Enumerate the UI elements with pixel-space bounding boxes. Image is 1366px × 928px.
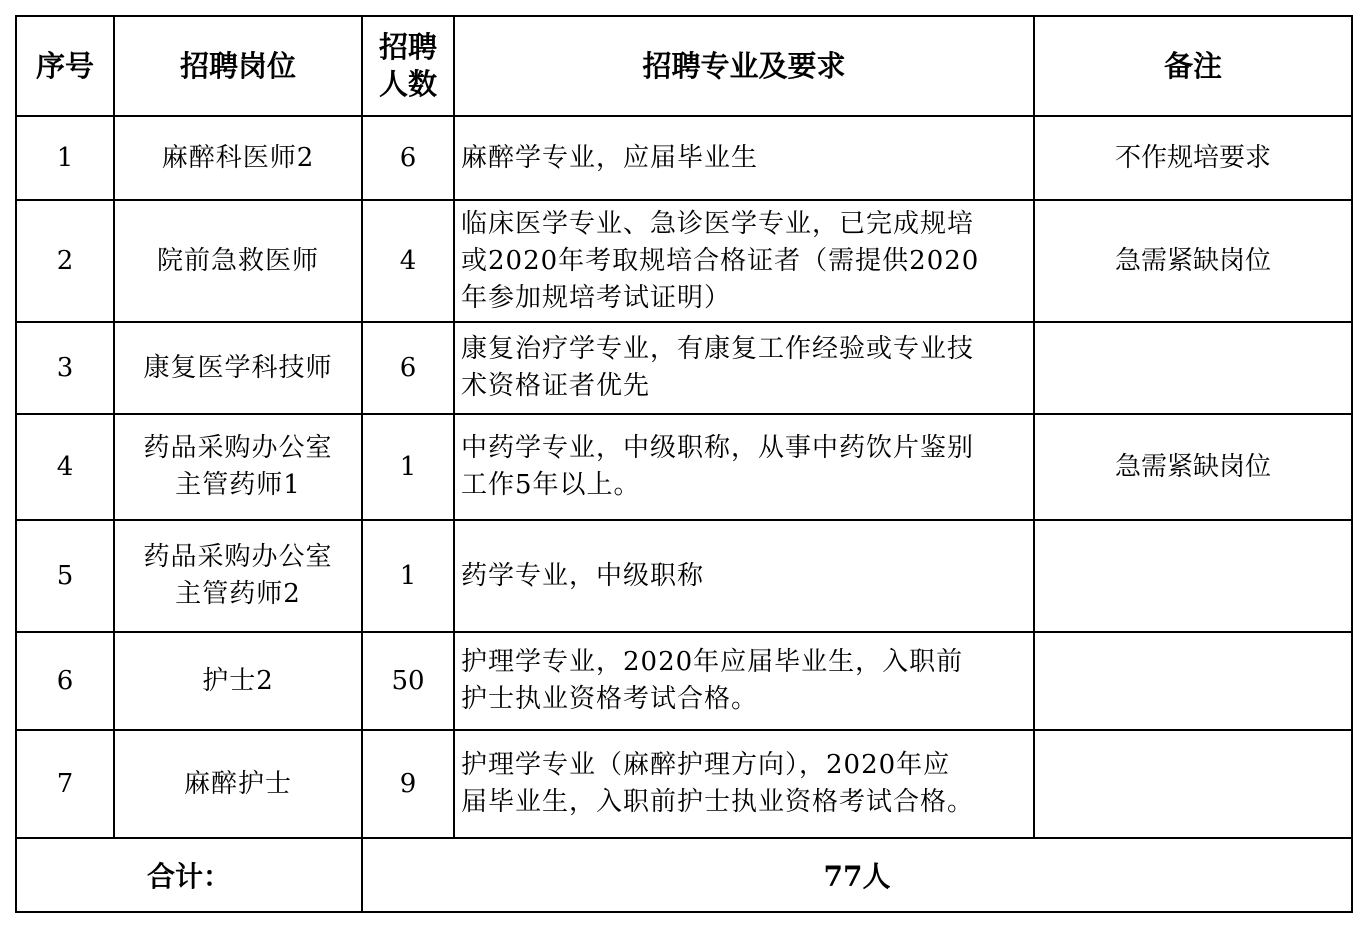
cell-count: 50 [362, 632, 454, 730]
requirement-line: 护士执业资格考试合格。 [461, 684, 759, 714]
recruitment-table [15, 15, 1353, 913]
cell-requirements [454, 200, 1034, 322]
header-post: 招聘岗位 [114, 16, 362, 116]
cell-seq: 6 [16, 632, 114, 730]
post-line: 药品采购办公室 [143, 433, 333, 463]
header-requirements: 招聘专业及要求 [454, 16, 1034, 116]
requirement-line: 中药学专业，中级职称，从事中药饮片鉴别 [461, 433, 975, 463]
cell-note [1034, 520, 1352, 632]
post-line: 院前急救医师 [156, 245, 319, 276]
post-line: 主管药师2 [175, 579, 301, 609]
total-row [16, 838, 1352, 912]
cell-requirements [454, 520, 1034, 632]
cell-count: 9 [362, 730, 454, 838]
requirement-line: 工作5年以上。 [461, 470, 641, 500]
cell-count: 6 [362, 322, 454, 414]
cell-post [114, 520, 362, 632]
total-label: 合计： [16, 838, 362, 912]
header-row [16, 16, 1352, 116]
cell-count: 4 [362, 200, 454, 322]
requirement-line: 麻醉学专业，应届毕业生 [461, 142, 759, 173]
post-line: 药品采购办公室 [143, 542, 333, 572]
requirement-line: 康复治疗学专业，有康复工作经验或专业技 [461, 334, 975, 364]
cell-post [114, 632, 362, 730]
cell-requirements [454, 632, 1034, 730]
cell-note [1034, 730, 1352, 838]
requirement-line: 术资格证者优先 [461, 371, 651, 401]
table-row [16, 116, 1352, 200]
requirement-line: 护理学专业，2020年应届毕业生，入职前 [461, 647, 964, 677]
header-count-line1: 招聘 [378, 30, 437, 64]
post-line: 康复医学科技师 [143, 352, 333, 383]
table-row [16, 632, 1352, 730]
table-row [16, 730, 1352, 838]
requirement-line: 或2020年考取规培合格证者（需提供2020 [461, 245, 980, 276]
cell-seq: 4 [16, 414, 114, 520]
cell-count: 1 [362, 520, 454, 632]
table-row [16, 200, 1352, 322]
cell-seq: 7 [16, 730, 114, 838]
cell-post [114, 730, 362, 838]
cell-count: 6 [362, 116, 454, 200]
header-count-line2: 人数 [378, 67, 437, 101]
cell-requirements [454, 414, 1034, 520]
requirement-line: 年参加规培考试证明） [461, 282, 732, 313]
cell-requirements [454, 116, 1034, 200]
cell-seq: 2 [16, 200, 114, 322]
cell-count: 1 [362, 414, 454, 520]
cell-post [114, 414, 362, 520]
cell-post [114, 200, 362, 322]
post-line: 麻醉护士 [183, 768, 292, 799]
header-seq: 序号 [16, 16, 114, 116]
requirement-line: 护理学专业（麻醉护理方向），2020年应 [461, 750, 951, 780]
requirement-line: 临床医学专业、急诊医学专业，已完成规培 [461, 208, 975, 239]
table-row [16, 322, 1352, 414]
cell-note: 不作规培要求 [1034, 116, 1352, 200]
cell-note: 急需紧缺岗位 [1034, 200, 1352, 322]
requirement-line: 届毕业生，入职前护士执业资格考试合格。 [461, 787, 975, 817]
cell-requirements [454, 730, 1034, 838]
cell-note [1034, 632, 1352, 730]
cell-seq: 1 [16, 116, 114, 200]
post-line: 护士2 [202, 665, 274, 696]
table-body [16, 116, 1352, 838]
header-count [362, 16, 454, 116]
cell-note: 急需紧缺岗位 [1034, 414, 1352, 520]
table-row [16, 520, 1352, 632]
cell-seq: 3 [16, 322, 114, 414]
requirement-line: 药学专业，中级职称 [461, 560, 705, 591]
cell-post [114, 322, 362, 414]
cell-seq: 5 [16, 520, 114, 632]
post-line: 麻醉科医师2 [161, 142, 315, 173]
cell-note [1034, 322, 1352, 414]
total-value: 77人 [362, 838, 1352, 912]
table-row [16, 414, 1352, 520]
header-note: 备注 [1034, 16, 1352, 116]
post-line: 主管药师1 [175, 470, 301, 500]
cell-requirements [454, 322, 1034, 414]
cell-post [114, 116, 362, 200]
